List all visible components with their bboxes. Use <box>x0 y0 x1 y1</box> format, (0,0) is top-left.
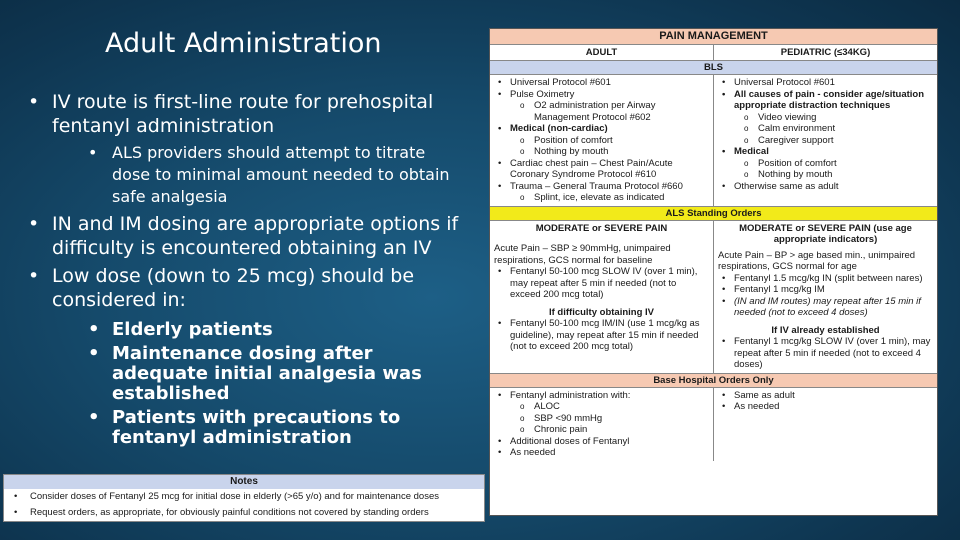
bullet-maintenance: • Maintenance dosing after adequate initial analgesia was established <box>88 344 468 404</box>
list-item: • Fentanyl 50-100 mcg SLOW IV (over 1 min), may repeat after 5 min if needed (not to exceed 200 mcg total) <box>494 266 709 301</box>
bullet-titrate-dose: • ALS providers should attempt to titrate dose to minimal amount needed to obtain safe analgesia <box>88 142 468 208</box>
list-item: o Nothing by mouth <box>718 169 933 181</box>
list-item: o ALOC <box>494 401 709 413</box>
list-item: • Additional doses of Fentanyl <box>494 436 709 448</box>
list-item: o Caregiver support <box>718 135 933 147</box>
list-item: o Splint, ice, elevate as indicated <box>494 192 709 204</box>
bullet-in-im-dosing: • IN and IM dosing are appropriate options if difficulty is encountered obtaining an IV <box>28 212 468 260</box>
list-item: • Fentanyl 1 mcg/kg IM <box>718 284 933 296</box>
column-header-adult: ADULT <box>490 45 714 60</box>
base-hospital-band: Base Hospital Orders Only <box>490 374 937 388</box>
list-item: • Medical (non-cardiac) <box>494 123 709 135</box>
iv-established-heading: If IV already established <box>771 324 880 336</box>
list-item: • Fentanyl 1.5 mcg/kg IN (split between nares) <box>718 273 933 285</box>
column-header-pediatric: PEDIATRIC (≤34KG) <box>780 47 871 58</box>
acute-pain-criteria: Acute Pain – BP > age based min., unimpaired respirations, GCS normal for age <box>718 249 916 272</box>
list-item: o Nothing by mouth <box>494 146 709 158</box>
list-item: o Position of comfort <box>494 135 709 147</box>
list-item: • Fentanyl 50-100 mcg IM/IN (use 1 mcg/kg as guideline), may repeat after 15 min if needed (not to exceed 200 mcg total) <box>494 318 709 353</box>
table-title: PAIN MANAGEMENT <box>490 29 937 45</box>
list-item: • As needed <box>718 401 933 413</box>
list-item: o O2 administration per Airway Management Protocol #602 <box>494 100 709 123</box>
base-pediatric-cell <box>714 388 937 461</box>
bls-band: BLS <box>490 61 937 75</box>
list-item: • Trauma – General Trauma Protocol #660 <box>494 181 709 193</box>
list-item: o SBP <90 mmHg <box>494 413 709 425</box>
list-item: o Video viewing <box>718 112 933 124</box>
slide-title: Adult Administration <box>105 28 382 59</box>
bls-pediatric-cell <box>714 75 937 206</box>
list-item: • Universal Protocol #601 <box>718 77 933 89</box>
list-item: o Position of comfort <box>718 158 933 170</box>
notes-box <box>3 474 485 522</box>
list-item: • As needed <box>494 447 709 459</box>
list-item: • All causes of pain - consider age/situation appropriate distraction techniques <box>718 89 933 112</box>
notes-item: • Consider doses of Fentanyl 25 mcg for initial dose in elderly (>65 y/o) and for maintenance doses <box>4 489 484 505</box>
bullet-iv-first-line: • IV route is first-line route for prehospital fentanyl administration <box>28 90 468 138</box>
acute-pain-criteria: Acute Pain – SBP ≥ 90mmHg, unimpaired respirations, GCS normal for baseline <box>494 243 671 266</box>
als-band: ALS Standing Orders <box>490 207 937 221</box>
notes-header: Notes <box>4 475 484 489</box>
bls-adult-cell <box>490 75 714 206</box>
bullet-low-dose: • Low dose (down to 25 mcg) should be considered in: <box>28 264 468 312</box>
difficulty-heading: If difficulty obtaining IV <box>548 306 655 318</box>
list-item: • Same as adult <box>718 390 933 402</box>
list-item: • Medical <box>718 146 933 158</box>
list-item: • Otherwise same as adult <box>718 181 933 193</box>
als-pediatric-cell <box>714 221 937 373</box>
bullet-list <box>28 90 468 452</box>
list-item: • Pulse Oximetry <box>494 89 709 101</box>
bullet-elderly: • Elderly patients <box>88 320 468 340</box>
list-item: • (IN and IM routes) may repeat after 15 min if needed (not to exceed 4 doses) <box>718 296 933 319</box>
list-item: • Fentanyl administration with: <box>494 390 709 402</box>
bullet-precautions: • Patients with precautions to fentanyl administration <box>88 408 468 448</box>
list-item: o Chronic pain <box>494 424 709 436</box>
list-item: • Cardiac chest pain – Chest Pain/Acute Coronary Syndrome Protocol #610 <box>494 158 709 181</box>
pain-management-table <box>489 28 938 516</box>
base-adult-cell <box>490 388 714 461</box>
als-adult-cell <box>490 221 714 373</box>
list-item: o Calm environment <box>718 123 933 135</box>
list-item: • Fentanyl 1 mcg/kg SLOW IV (over 1 min), may repeat after 5 min if needed (not to exceed 4 doses) <box>718 336 933 371</box>
notes-item: • Request orders, as appropriate, for obviously painful conditions not covered by standing orders <box>4 505 484 521</box>
list-item: • Universal Protocol #601 <box>494 77 709 89</box>
als-adult-heading: MODERATE or SEVERE PAIN <box>535 222 668 234</box>
als-pediatric-heading: MODERATE or SEVERE PAIN (use age appropriate indicators) <box>739 222 912 245</box>
